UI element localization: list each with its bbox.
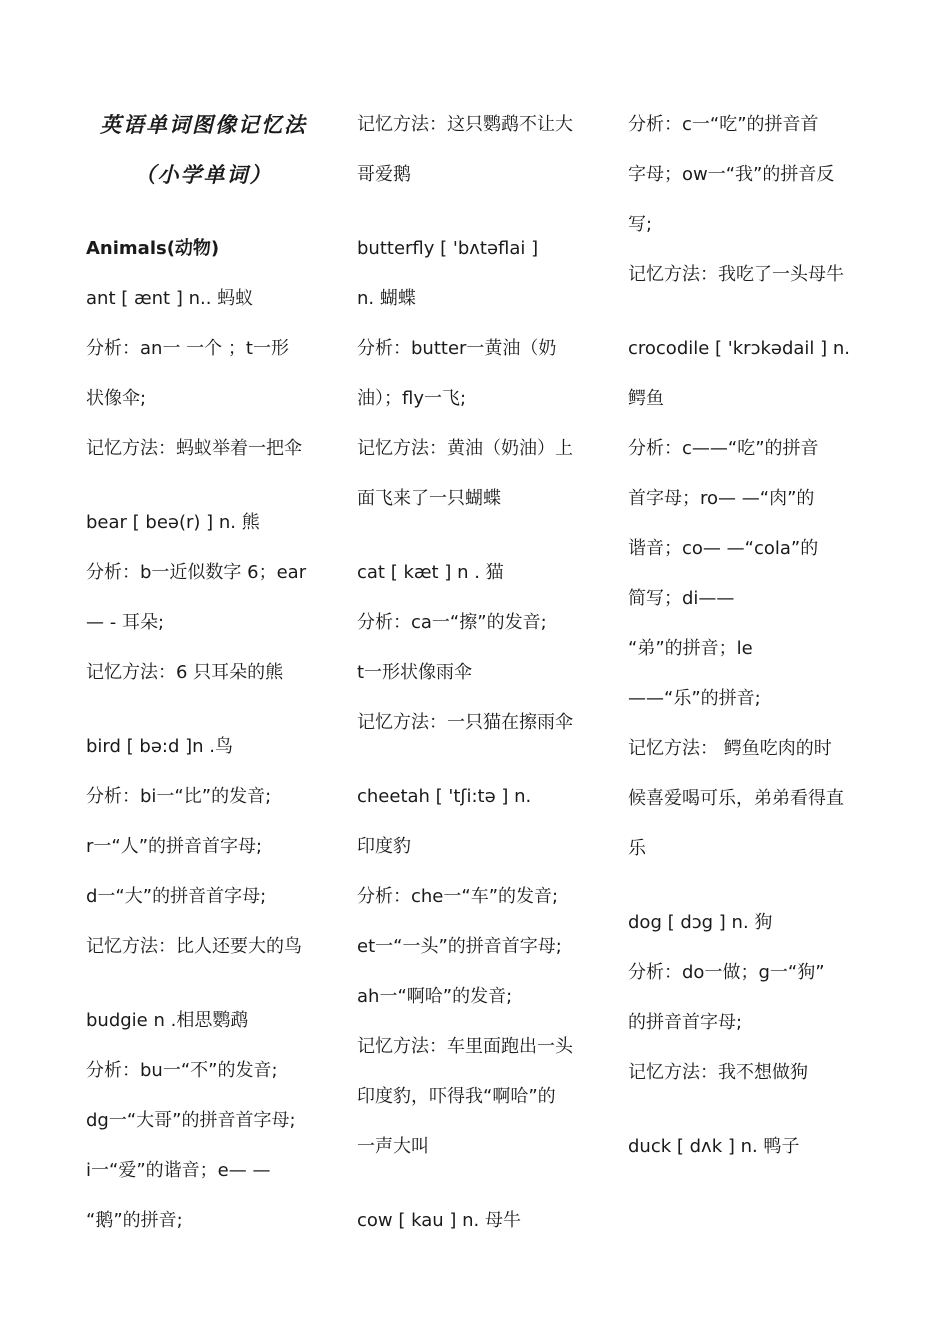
entry-butterfly-headword: butterfly [ 'bʌtəflai ]: [357, 238, 539, 259]
entry-cheetah-analysis: 分析：che一“车”的发音;: [357, 886, 559, 907]
entry-bear-analysis: 分析：b一近似数字 6；ear: [86, 562, 307, 583]
entry-butterfly-headword: n. 蝴蝶: [357, 288, 416, 309]
entry-crocodile-analysis: 简写；di——: [628, 588, 735, 609]
entry-bear-analysis: — - 耳朵;: [86, 612, 165, 633]
entry-budgie-analysis: “鹅”的拼音;: [86, 1210, 183, 1231]
document-subtitle: （小学单词）: [134, 162, 273, 187]
entry-butterfly-analysis: 油）；fly一飞;: [357, 388, 467, 409]
entry-crocodile-memory: 记忆方法： 鳄鱼吃肉的时: [628, 738, 832, 759]
entry-crocodile-analysis: 首字母；ro— —“肉”的: [628, 488, 815, 509]
entry-bird-analysis: 分析：bi一“比”的发音;: [86, 786, 272, 807]
entry-butterfly-memory: 面飞来了一只蝴蝶: [357, 488, 501, 509]
entry-cheetah-memory: 记忆方法：车里面跑出一头: [357, 1036, 573, 1057]
entry-budgie-analysis: i一“爱”的谐音；e— —: [86, 1160, 271, 1181]
entry-budgie-memory: 记忆方法：这只鹦鹉不让大: [357, 114, 573, 135]
entry-crocodile-headword: 鳄鱼: [628, 388, 664, 409]
entry-cow-memory: 记忆方法：我吃了一头母牛: [628, 264, 844, 285]
entry-cheetah-memory: 一声大叫: [357, 1136, 429, 1157]
entry-cow-headword: cow [ kau ] n. 母牛: [357, 1210, 521, 1231]
entry-bear-memory: 记忆方法：6 只耳朵的熊: [86, 662, 284, 683]
entry-butterfly-analysis: 分析：butter一黄油（奶: [357, 338, 557, 359]
entry-cheetah-headword: cheetah [ 'tʃi:tə ] n.: [357, 786, 532, 807]
entry-budgie-memory: 哥爱鹅: [357, 164, 411, 185]
column-2: [357, 100, 602, 1246]
entry-bird-analysis: d一“大”的拼音首字母;: [86, 886, 267, 907]
entry-crocodile-memory: 乐: [628, 838, 646, 859]
entry-budgie-headword: budgie n .相思鹦鹉: [86, 1010, 249, 1031]
entry-bird-memory: 记忆方法：比人还要大的鸟: [86, 936, 302, 957]
entry-crocodile-analysis: 谐音；co— —“cola”的: [628, 538, 819, 559]
entry-bird-headword: bird [ bə:d ]n .鸟: [86, 736, 233, 757]
entry-crocodile-analysis: 分析：c——“吃”的拼音: [628, 438, 819, 459]
entry-duck-headword: duck [ dʌk ] n. 鸭子: [628, 1136, 800, 1157]
entry-cheetah-memory: 印度豹，吓得我“啊哈”的: [357, 1086, 556, 1107]
entry-butterfly-memory: 记忆方法：黄油（奶油）上: [357, 438, 573, 459]
entry-cow-analysis: 写;: [628, 214, 653, 235]
entry-dog-headword: dog [ dɔg ] n. 狗: [628, 912, 773, 933]
entry-ant-analysis: 分析：an一 一个 ；t一形: [86, 338, 289, 359]
section-heading: Animals(动物): [86, 238, 220, 259]
entry-crocodile-analysis: “弟”的拼音；le: [628, 638, 753, 659]
entry-ant-analysis: 状像伞;: [86, 388, 147, 409]
entry-budgie-analysis: dg一“大哥”的拼音首字母;: [86, 1110, 296, 1131]
entry-cow-analysis: 字母；ow一“我”的拼音反: [628, 164, 835, 185]
entry-cow-analysis: 分析：c一“吃”的拼音首: [628, 114, 819, 135]
entry-bear-headword: bear [ beə(r) ] n. 熊: [86, 512, 260, 533]
entry-dog-analysis: 的拼音首字母;: [628, 1012, 743, 1033]
entry-dog-memory: 记忆方法：我不想做狗: [628, 1062, 808, 1083]
entry-budgie-analysis: 分析：bu一“不”的发音;: [86, 1060, 278, 1081]
column-3: [628, 100, 873, 1172]
entry-cat-analysis: 分析：ca一“擦”的发音;: [357, 612, 547, 633]
entry-bird-analysis: r一“人”的拼音首字母;: [86, 836, 263, 857]
entry-dog-analysis: 分析：do一做；g一“狗”: [628, 962, 825, 983]
entry-cat-analysis: t一形状像雨伞: [357, 662, 473, 683]
entry-cheetah-analysis: et一“一头”的拼音首字母;: [357, 936, 562, 957]
entry-ant-headword: ant [ ænt ] n.. 蚂蚁: [86, 288, 254, 309]
document-title: 英语单词图像记忆法: [100, 112, 307, 137]
entry-cat-memory: 记忆方法：一只猫在擦雨伞: [357, 712, 573, 733]
entry-ant-memory: 记忆方法：蚂蚁举着一把伞: [86, 438, 302, 459]
entry-crocodile-headword: crocodile [ 'krɔkədail ] n.: [628, 338, 851, 359]
column-1: [86, 100, 336, 1246]
entry-cheetah-headword: 印度豹: [357, 836, 411, 857]
entry-cheetah-analysis: ah一“啊哈”的发音;: [357, 986, 513, 1007]
entry-crocodile-analysis: ——“乐”的拼音;: [628, 688, 761, 709]
entry-cat-headword: cat [ kæt ] n . 猫: [357, 562, 504, 583]
entry-crocodile-memory: 候喜爱喝可乐，弟弟看得直: [628, 788, 844, 809]
